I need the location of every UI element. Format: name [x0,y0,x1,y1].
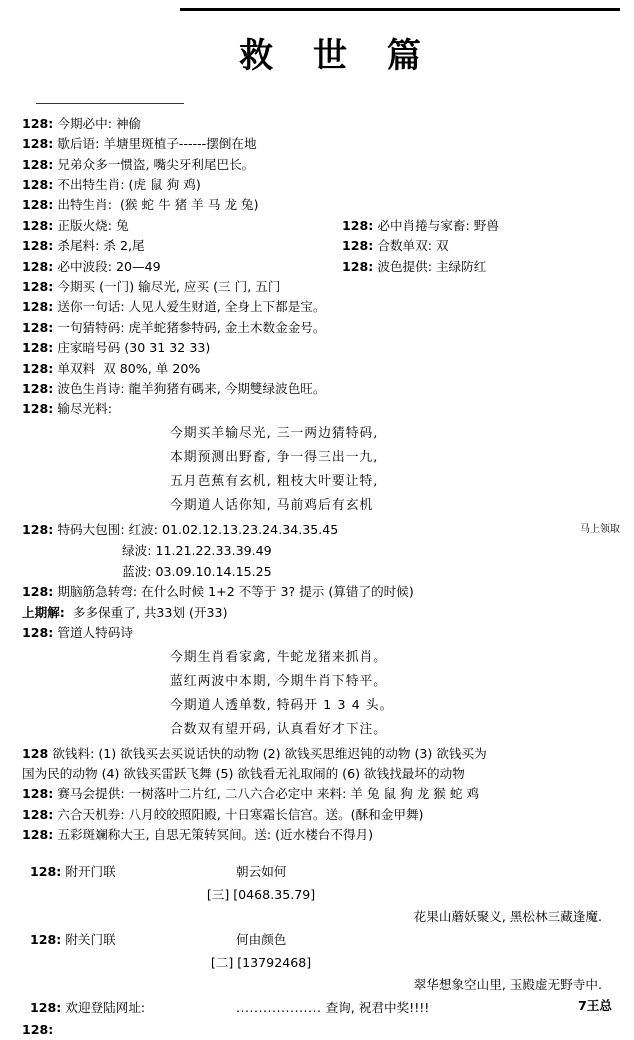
website-line [22,996,620,1020]
poem-line: 今期道人话你知, 马前鸡后有玄机 [170,497,374,513]
line-tag: 128: [30,863,62,879]
line-text: 庄家暗号码 (30 31 32 33) [57,340,211,356]
content-line [22,379,620,399]
couplet-close-door [22,928,620,952]
row-left [22,216,332,236]
couplet-name: 附关门联 [65,931,116,947]
row-right [332,257,620,277]
poem-line: 蓝红两波中本期, 今期牛肖下特平。 [170,673,388,689]
couplet-section [22,860,620,1040]
bao-wei-blue-row [22,561,620,582]
content-body [14,114,620,1040]
couplet-label [30,860,226,884]
line-text: 期脑筋急转弯: 在什么时候 1+2 不等于 3? 提示 (算错了的时候) [57,584,414,600]
line-tag: 128: [22,217,54,233]
bao-wei-color-red: 红波: [128,521,159,537]
line-tag: 128: [30,999,62,1015]
line-text: 歇后语: 羊塘里斑植子------摆倒在地 [57,136,257,152]
page-title: 救 世 篇 [239,36,435,76]
couplet-poem: 翠华想象空山里, 玉殿虚无野寺中. [413,976,602,992]
line-text: 不出特生肖: (虎 鼠 狗 鸡) [57,177,201,193]
line-tag: 128: [22,1021,54,1037]
poem-line: 五月芭蕉有玄机, 粗枝大叶要让特, [170,473,379,489]
website-dots-and-note [226,996,620,1020]
line-tag: 128: [22,521,54,537]
content-line [22,359,620,379]
line-text: 杀尾料: 杀 2,尾 [57,238,145,254]
content-line [22,114,620,134]
poem-line: 本期预测出野畜, 争一得三出一九, [170,449,379,465]
line-tag: 128: [22,584,54,600]
bao-wei-label [22,520,338,540]
line-tag: 128: [22,156,54,172]
line-text: 波色提供: 主绿防红 [377,258,487,274]
line-tag: 128: [22,136,54,152]
line-tag: 128: [22,279,54,295]
line-text: 波色生肖诗: 龍羊狗猪有碼来, 今期雙绿波色旺。 [57,381,326,397]
line-tag: 128: [342,258,374,274]
content-line [22,603,620,623]
two-column-row [22,236,620,256]
bao-wei-nums-blue: 03.09.10.14.15.25 [155,564,272,580]
couplet-value: 朝云如何 [236,863,287,879]
content-line [22,825,620,845]
poem-shu-jin-guang [22,422,620,518]
couplet-bracket: [二] [13792468] [210,954,312,970]
line-text: 正版火烧: 兔 [57,217,129,233]
line-text: 今期必中: 神偷 [57,115,142,131]
line-tag: 128: [22,401,54,417]
line-text: 输尽光料: [57,401,112,417]
website-text: 欢迎登陆网址: [65,999,146,1015]
line-text: 欲钱料: (1) 欲钱买去买说话快的动物 (2) 欲钱买思维迟钝的动物 (3) 欲钱买为 [52,745,487,761]
content-line [22,195,620,215]
two-column-row [22,257,620,277]
content-line [22,155,620,175]
two-column-row [22,216,620,236]
content-line [22,338,620,358]
content-line [22,134,620,154]
content-line [22,623,620,643]
line-text: 出特生肖: (猴 蛇 牛 猪 羊 马 龙 兔) [57,197,259,213]
couplet-bracket: [三] [0468.35.79] [206,886,316,902]
line-text: 六合天机券: 八月皎皎照阳殿, 十日寒霜长信宫。送。(酥和金甲舞) [57,806,424,822]
bao-wei-title: 特码大包围: [57,521,125,537]
couplet-open-door [22,860,620,884]
line-tag: 128: [22,806,54,822]
line-text: 兄弟众多一惯盗, 嘴尖牙利尾巴长。 [57,156,255,172]
line-tag: 128: [22,340,54,356]
line-tag: 128: [342,238,374,254]
side-note: 马上领取 [580,523,620,535]
couplet-label [30,928,226,952]
content-line [22,175,620,195]
line-tag: 128: [22,381,54,397]
line-text: 必中肖捲与家畜: 野兽 [377,217,499,233]
line-tag: 128: [342,217,374,233]
line-tag: 128: [22,786,54,802]
row-right [332,236,620,256]
top-rule [180,8,620,11]
bao-wei-row [22,520,620,540]
poem-daoren-tema [22,646,620,742]
bao-wei-nums-green: 11.21.22.33.39.49 [155,543,272,559]
content-line-last [22,1020,620,1040]
couplet-name: 附开门联 [65,863,116,879]
row-left [22,236,332,256]
content-line [22,582,620,602]
page-footer: 7王总 [578,998,612,1013]
website-note: 查询, 祝君中奖!!!! [325,999,430,1015]
bao-wei-color-green: 绿波: [122,543,152,559]
content-line [22,744,620,764]
line-tag: 128: [22,197,54,213]
poem-line: 今期买羊输尽光, 三一两边猜特码, [170,425,379,441]
content-line [22,805,620,825]
couplet-value: 何由颜色 [236,931,287,947]
line-tag: 128: [22,299,54,315]
line-text: 今期买 (一门) 输尽光, 应买 (三 门, 五门 [57,279,281,295]
line-tag: 128: [30,931,62,947]
line-tag: 128: [22,319,54,335]
row-right [332,216,620,236]
line-tag: 128: [22,115,54,131]
line-text: 送你一句话: 人见人爱生财道, 全身上下都是宝。 [57,299,326,315]
line-text: 单双料 双 80%, 单 20% [57,360,201,376]
content-line [22,764,620,784]
line-tag: 128: [22,827,54,843]
website-label [30,996,226,1020]
line-text: 五彩斑斓称大王, 自思无策转冥间。送: (近水楼台不得月) [57,827,374,843]
bao-wei-color-blue: 蓝波: [122,564,152,580]
line-text: 必中波段: 20—49 [57,258,161,274]
content-line [22,784,620,804]
line-text: 合数单双: 双 [377,238,449,254]
line-tag: 128: [22,238,54,254]
bao-wei-nums-red: 01.02.12.13.23.24.34.35.45 [162,521,339,537]
content-line [22,318,620,338]
content-line [22,277,620,297]
line-tag: 128: [22,177,54,193]
line-text: 一句猜特码: 虎羊蛇猪参特码, 金土木数金金号。 [57,319,326,335]
poem-line: 合数双有望开码, 认真看好才下注。 [170,721,388,737]
content-line [22,399,620,419]
content-line [22,297,620,317]
title-divider [36,103,184,104]
line-text: 多多保重了, 共33划 (开33) [68,604,228,620]
line-text: 管道人特码诗 [57,625,133,641]
line-tag: 128: [22,625,54,641]
dotted-leader: ................... [236,999,322,1015]
poem-line: 今期道人透单数, 特码开 1 3 4 头。 [170,697,394,713]
row-left [22,257,332,277]
couplet-poem: 花果山蘑妖聚义, 黑松林三藏逢魔. [413,908,602,924]
line-text: 赛马会提供: 一树落叶二片红, 二八六合必定中 来料: 羊 兔 鼠 狗 龙 猴 蛇 鸡 [57,786,480,802]
line-tag: 128: [22,258,54,274]
line-tag: 128: [22,360,54,376]
line-text: 国为民的动物 (4) 欲钱买雷跃飞舞 (5) 欲钱看无礼取闹的 (6) 欲钱找最坏的动物 [22,765,465,781]
poem-line: 今期生肖看家禽, 牛蛇龙猪来抓肖。 [170,649,388,665]
line-tag: 128 [22,745,49,761]
bao-wei-green-row [22,540,620,561]
line-tag: 上期解: [22,604,65,620]
